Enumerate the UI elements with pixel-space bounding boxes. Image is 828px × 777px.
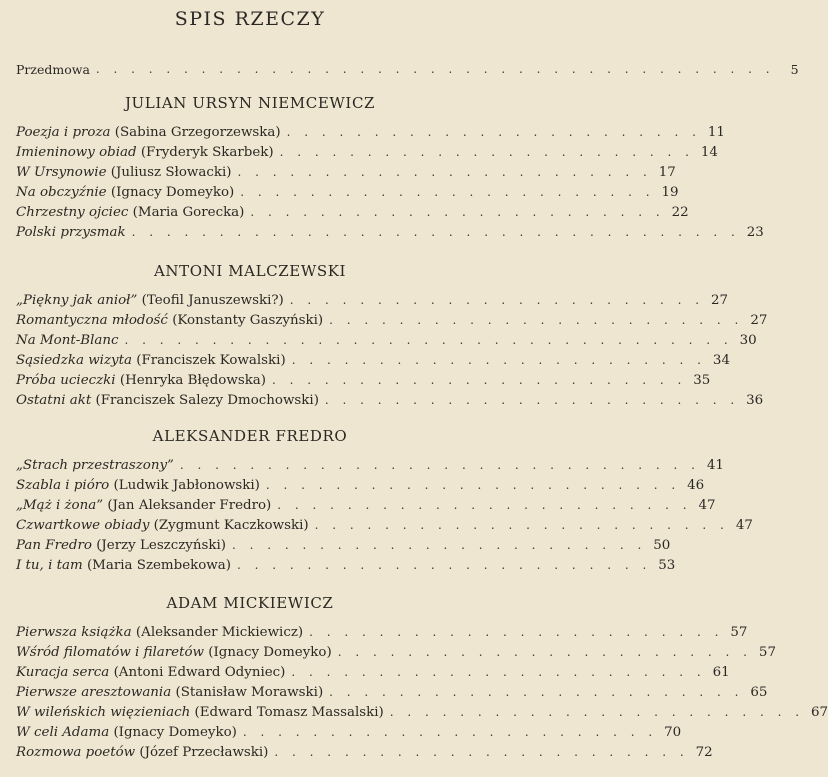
- dot-leader: . . . . . . . . . . . . . . . . . . . . . . . .: [274, 745, 689, 759]
- entry-title: Próba ucieczki: [16, 373, 116, 388]
- entry-page: 30: [739, 333, 757, 348]
- entry-page: 61: [712, 665, 730, 680]
- dot-leader: . . . . . . . . . . . . . . . . . . . . . . . .: [389, 705, 805, 719]
- toc-entry: [16, 661, 730, 681]
- toc-entry: [16, 741, 713, 761]
- entry-page: 50: [653, 538, 671, 553]
- entry-author: (Henryka Błędowska): [119, 373, 267, 388]
- entry-title: Czwartkowe obiady: [16, 518, 150, 533]
- entry-author: (Ignacy Domeyko): [110, 185, 235, 200]
- toc-entry: [16, 121, 725, 141]
- entry-title: Ostatni akt: [16, 393, 92, 408]
- entry-title: Wśród filomatów i filaretów: [16, 645, 205, 660]
- toc-entry: [16, 349, 730, 369]
- page-title: SPIS RZECZY: [174, 8, 326, 30]
- entry-author: (Stanisław Morawski): [175, 685, 324, 700]
- entry-page: 22: [671, 205, 689, 220]
- entry-author: (Teofil Januszewski?): [141, 293, 284, 308]
- entry-page: 47: [735, 518, 753, 533]
- toc-entry: [16, 181, 679, 201]
- dot-leader: . . . . . . . . . . . . . . . . . . . . . . . .: [291, 353, 706, 367]
- entry-page: 65: [750, 685, 768, 700]
- toc-entry: [16, 554, 676, 574]
- entry-author: (Ignacy Domeyko): [113, 725, 237, 740]
- toc-entry: [16, 289, 729, 309]
- toc-entry: [16, 454, 724, 474]
- entry-title: Szabla i pióro: [16, 478, 110, 493]
- toc-entry: [16, 641, 776, 661]
- entry-author: (Aleksander Mickiewicz): [135, 625, 304, 640]
- entry-page: 57: [730, 625, 748, 640]
- entry-author: (Ludwik Jabłonowski): [113, 478, 260, 493]
- entry-title: W Ursynowie: [16, 165, 107, 180]
- entry-title: Kuracja serca: [16, 665, 110, 680]
- toc-entry: [16, 309, 768, 329]
- entry-title: I tu, i tam: [16, 558, 83, 573]
- dot-leader: . . . . . . . . . . . . . . . . . . . . . . . .: [324, 393, 740, 407]
- entry-page: 47: [698, 498, 716, 513]
- dot-leader: . . . . . . . . . . . . . . . . . . . . . . . .: [286, 125, 701, 139]
- dot-leader: . . . . . . . . . . . . . . . . . . . . . . . .: [329, 313, 744, 327]
- entry-page: 46: [687, 478, 705, 493]
- toc-entry: [16, 514, 753, 534]
- dot-leader: . . . . . . . . . . . . . . . . . . . . . . . .: [289, 293, 705, 307]
- entry-page: 53: [658, 558, 676, 573]
- entry-title: Pan Fredro: [16, 538, 92, 553]
- entry-page: 41: [706, 458, 724, 473]
- entry-page: 35: [693, 373, 711, 388]
- entry-author: (Antoni Edward Odyniec): [113, 665, 286, 680]
- dot-leader: . . . . . . . . . . . . . . . . . . . . . . . .: [237, 165, 652, 179]
- toc-entry: [16, 329, 757, 349]
- entry-page: 11: [707, 125, 725, 140]
- entry-author: (Maria Szembekowa): [86, 558, 231, 573]
- entry-author: (Sabina Grzegorzewska): [114, 125, 281, 140]
- entry-page: 67: [810, 705, 828, 720]
- entry-page: 36: [746, 393, 764, 408]
- entry-page: 70: [664, 725, 682, 740]
- entry-title: Rozmowa poetów: [16, 745, 136, 760]
- dot-leader: . . . . . . . . . . . . . . . . . . . . . . . .: [242, 725, 658, 739]
- section-heading: ALEKSANDER FREDRO: [152, 427, 348, 445]
- toc-entry-intro: [16, 58, 799, 78]
- entry-page: 27: [750, 313, 768, 328]
- dot-leader: . . . . . . . . . . . . . . . . . . . . . . . .: [272, 373, 687, 387]
- dot-leader: . . . . . . . . . . . . . . . . . . . . . . . .: [279, 145, 694, 159]
- dot-leader: . . . . . . . . . . . . . . . . . . . . . . . . . . . . . . . . . . .: [131, 225, 740, 239]
- dot-leader: . . . . . . . . . . . . . . . . . . . . . . . .: [277, 498, 692, 512]
- dot-leader: . . . . . . . . . . . . . . . . . . . . . . . . . . . . . .: [179, 458, 700, 472]
- entry-title: Chrzestny ojciec: [16, 205, 129, 220]
- entry-page: 5: [790, 62, 799, 77]
- toc-entry: [16, 221, 764, 241]
- entry-author: (Franciszek Kowalski): [136, 353, 286, 368]
- entry-title: Przedmowa: [16, 62, 90, 77]
- entry-title: Pierwsza książka: [16, 625, 132, 640]
- dot-leader: . . . . . . . . . . . . . . . . . . . . . . . .: [265, 478, 681, 492]
- entry-author: (Zygmunt Kaczkowski): [153, 518, 309, 533]
- entry-page: 27: [711, 293, 729, 308]
- dot-leader: . . . . . . . . . . . . . . . . . . . . . . . .: [291, 665, 706, 679]
- dot-leader: . . . . . . . . . . . . . . . . . . . . . . . . . . . . . . . . . . .: [124, 333, 733, 347]
- dot-leader: . . . . . . . . . . . . . . . . . . . . . . . .: [236, 558, 652, 572]
- entry-author: (Edward Tomasz Massalski): [194, 705, 384, 720]
- entry-author: (Franciszek Salezy Dmochowski): [95, 393, 319, 408]
- toc-entry: [16, 161, 676, 181]
- entry-page: 57: [758, 645, 776, 660]
- entry-title: Sąsiedzka wizyta: [16, 353, 132, 368]
- entry-author: (Józef Przecławski): [139, 745, 269, 760]
- entry-page: 72: [695, 745, 713, 760]
- entry-page: 14: [700, 145, 718, 160]
- entry-title: Poezja i proza: [16, 125, 111, 140]
- toc-entry: [16, 701, 828, 721]
- entry-title: „Strach przestraszony”: [16, 458, 174, 473]
- dot-leader: . . . . . . . . . . . . . . . . . . . . . . . .: [240, 185, 655, 199]
- section-heading: ANTONI MALCZEWSKI: [153, 262, 347, 280]
- toc-entry: [16, 141, 718, 161]
- dot-leader: . . . . . . . . . . . . . . . . . . . . . . . .: [314, 518, 729, 532]
- toc-entry: [16, 721, 682, 741]
- entry-title: Polski przysmak: [16, 225, 126, 240]
- entry-title: Imieninowy obiad: [16, 145, 137, 160]
- dot-leader: . . . . . . . . . . . . . . . . . . . . . . . .: [250, 205, 665, 219]
- toc-entry: [16, 369, 711, 389]
- entry-title: Na Mont-Blanc: [16, 333, 119, 348]
- toc-entry: [16, 534, 671, 554]
- section-heading: ADAM MICKIEWICZ: [166, 594, 334, 612]
- dot-leader: . . . . . . . . . . . . . . . . . . . . . . . . . . . . . . . . . . . . . . .: [95, 62, 775, 76]
- toc-entry: [16, 474, 705, 494]
- entry-title: „Mąż i żona”: [16, 498, 104, 513]
- entry-page: 23: [746, 225, 764, 240]
- entry-page: 17: [658, 165, 676, 180]
- dot-leader: . . . . . . . . . . . . . . . . . . . . . . . .: [337, 645, 752, 659]
- entry-author: (Jan Aleksander Fredro): [107, 498, 272, 513]
- entry-title: Na obczyźnie: [16, 185, 107, 200]
- section-heading: JULIAN URSYN NIEMCEWICZ: [124, 94, 376, 112]
- dot-leader: . . . . . . . . . . . . . . . . . . . . . . . .: [329, 685, 744, 699]
- entry-author: (Jerzy Leszczyński): [96, 538, 226, 553]
- toc-entry: [16, 621, 748, 641]
- toc-entry: [16, 681, 768, 701]
- dot-leader: . . . . . . . . . . . . . . . . . . . . . . . .: [231, 538, 647, 552]
- entry-title: W wileńskich więzieniach: [16, 705, 191, 720]
- entry-author: (Ignacy Domeyko): [208, 645, 332, 660]
- toc-entry: [16, 389, 764, 409]
- toc-entry: [16, 494, 716, 514]
- entry-page: 19: [661, 185, 679, 200]
- entry-author: (Maria Gorecka): [132, 205, 245, 220]
- entry-page: 34: [712, 353, 730, 368]
- toc-entry: [16, 201, 689, 221]
- entry-author: (Fryderyk Skarbek): [140, 145, 274, 160]
- entry-title: Romantyczna młodość: [16, 313, 168, 328]
- entry-author: (Juliusz Słowacki): [110, 165, 232, 180]
- dot-leader: . . . . . . . . . . . . . . . . . . . . . . . .: [309, 625, 724, 639]
- entry-title: W celi Adama: [16, 725, 110, 740]
- entry-author: (Konstanty Gaszyński): [172, 313, 324, 328]
- entry-title: Pierwsze aresztowania: [16, 685, 172, 700]
- entry-title: „Piękny jak anioł”: [16, 293, 138, 308]
